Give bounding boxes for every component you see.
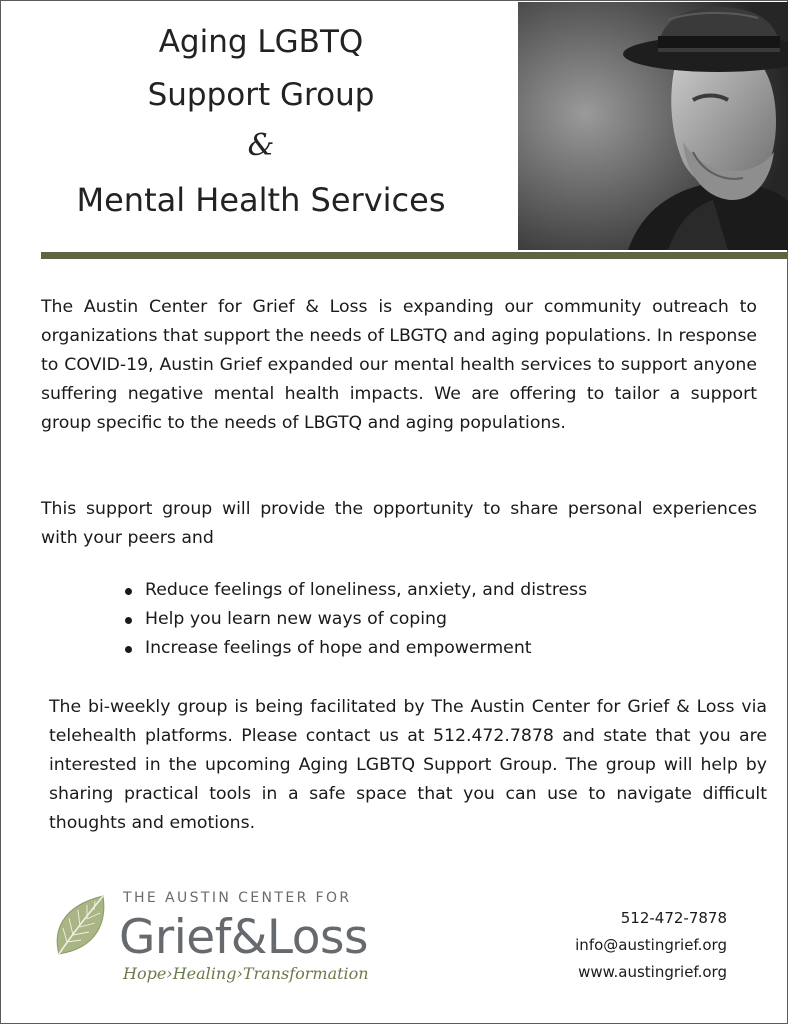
- organization-logo: [51, 886, 421, 996]
- benefits-list: [121, 576, 587, 663]
- bullet-icon: [125, 646, 132, 653]
- leaf-icon: [53, 892, 109, 958]
- header-photo: [518, 2, 788, 250]
- intro-paragraph: The Austin Center for Grief & Loss is expanding our community outreach to organizations that support the needs of LBGTQ and aging populations. In response to COVID-19, Austin Grief expanded our mental health services to support anyone suffering negative mental health impacts. We are offering to tailor a support group specific to the needs of LBGTQ and aging populations.: [41, 297, 757, 433]
- list-item-text: Increase feelings of hope and empowerment: [145, 638, 532, 658]
- list-item-text: Reduce feelings of loneliness, anxiety, and distress: [145, 580, 588, 600]
- title-line-1: Aging LGBTQ: [158, 24, 364, 60]
- title-line-3: Mental Health Services: [76, 181, 446, 219]
- bullet-icon: [125, 617, 132, 624]
- contact-phone: 512-472-7878: [620, 909, 727, 927]
- list-item: [121, 605, 587, 634]
- details-paragraph: The bi-weekly group is being facilitated by The Austin Center for Grief & Loss via telehealth platforms. Please contact us at 512.472.7878 and state that you are interested in the upcoming Aging LGBTQ Support Group. The group will help by sharing practical tools in a safe space that you can use to navigate difficult thoughts and emotions.: [49, 697, 767, 833]
- contact-info: [575, 905, 727, 986]
- title-line-2: Support Group: [147, 77, 375, 113]
- list-item-text: Help you learn new ways of coping: [145, 609, 447, 629]
- contact-email[interactable]: info@austingrief.org: [575, 936, 727, 954]
- logo-top-text: THE AUSTIN CENTER FOR: [123, 890, 352, 906]
- bullet-icon: [125, 588, 132, 595]
- header-divider: [41, 252, 788, 259]
- list-item: [121, 634, 587, 663]
- title-ampersand: &: [247, 128, 275, 163]
- contact-website[interactable]: www.austingrief.org: [578, 963, 727, 981]
- list-item: [121, 576, 587, 605]
- logo-main-text: Grief&Loss: [119, 910, 369, 965]
- man-in-hat-photo: [518, 2, 788, 250]
- logo-tagline: Hope›Healing›Transformation: [123, 964, 369, 983]
- support-paragraph: This support group will provide the opportunity to share personal experiences with your peers and: [41, 499, 757, 548]
- flyer-title: [21, 23, 501, 217]
